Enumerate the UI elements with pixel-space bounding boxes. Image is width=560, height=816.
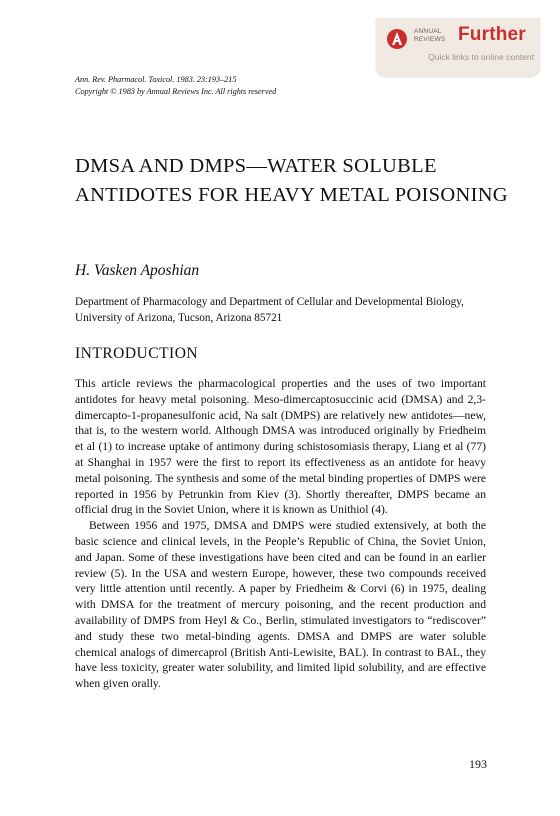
journal-citation bbox=[75, 74, 276, 97]
further-label[interactable]: Further bbox=[458, 24, 526, 45]
brand-line1: ANNUAL bbox=[414, 28, 442, 35]
article-body bbox=[75, 376, 486, 692]
brand-line2: REVIEWS bbox=[414, 35, 446, 43]
author-affiliation: Department of Pharmacology and Department of Cellular and Developmental Biology, University of Arizona, Tucson, Arizona 85721 bbox=[75, 296, 464, 324]
annual-reviews-wordmark bbox=[414, 28, 454, 43]
further-subtitle[interactable]: Quick links to online content bbox=[428, 52, 534, 62]
paragraph: This article reviews the pharmacological properties and the uses of two important antidotes for heavy metal poisoning. Meso-dimercaptosuccinic acid (DMSA) and 2,3-dimercapto-1-propanesulfonic acid, Na salt (DMPS) are relatively new antidotes—new, that is, to the western world. Although DMSA was introduced originally by Friedheim et al (1) to increase uptake of antimony during schistosomiasis therapy, Liang et al (77) at Shanghai in 1957 were the first to report its effectiveness as an antidote for heavy metal poisoning. The synthesis and some of the metal binding properties of DMPS were reported in 1956 by Petrunkin from Kiev (3). Shortly thereafter, DMPS became an official drug in the Soviet Union, where it is known as Unithiol (4). bbox=[75, 377, 486, 517]
paragraph: Between 1956 and 1975, DMSA and DMPS were studied extensively, at both the basic science and clinical levels, in the People’s Republic of China, the Soviet Union, and Japan. Some of these investigations have been cited and can be found in an earlier review (5). In the USA and western Europe, however, these two compounds received very little attention until recently. A paper by Friedheim & Corvi (6) in 1975, dealing with DMSA for the treatment of mercury poisoning, and the recent production and availability of DMPS from Heyl & Co., Berlin, stimulated investigators to “rediscover” and study these two metal-binding agents. DMSA and DMPS are water soluble chemical analogs of dimercaprol (British Anti-Lewisite, BAL). In contrast to BAL, they have less toxicity, greater water solubility, and limited lipid solubility, and are effective when given orally. bbox=[75, 519, 486, 691]
further-links-badge[interactable] bbox=[376, 18, 540, 76]
copyright-line: Copyright © 1983 by Annual Reviews Inc. All rights reserved bbox=[75, 86, 277, 96]
article-title: DMSA AND DMPS—WATER SOLUBLE ANTIDOTES FOR HEAVY METAL POISONING bbox=[75, 155, 508, 206]
page-number: 193 bbox=[469, 757, 487, 771]
author-name: H. Vasken Aposhian bbox=[75, 262, 200, 279]
annual-reviews-logo-icon bbox=[387, 29, 407, 49]
citation-line1: Ann. Rev. Pharmacol. Toxicol. 1983. 23:193–215 bbox=[75, 75, 237, 84]
section-heading: INTRODUCTION bbox=[75, 345, 199, 362]
